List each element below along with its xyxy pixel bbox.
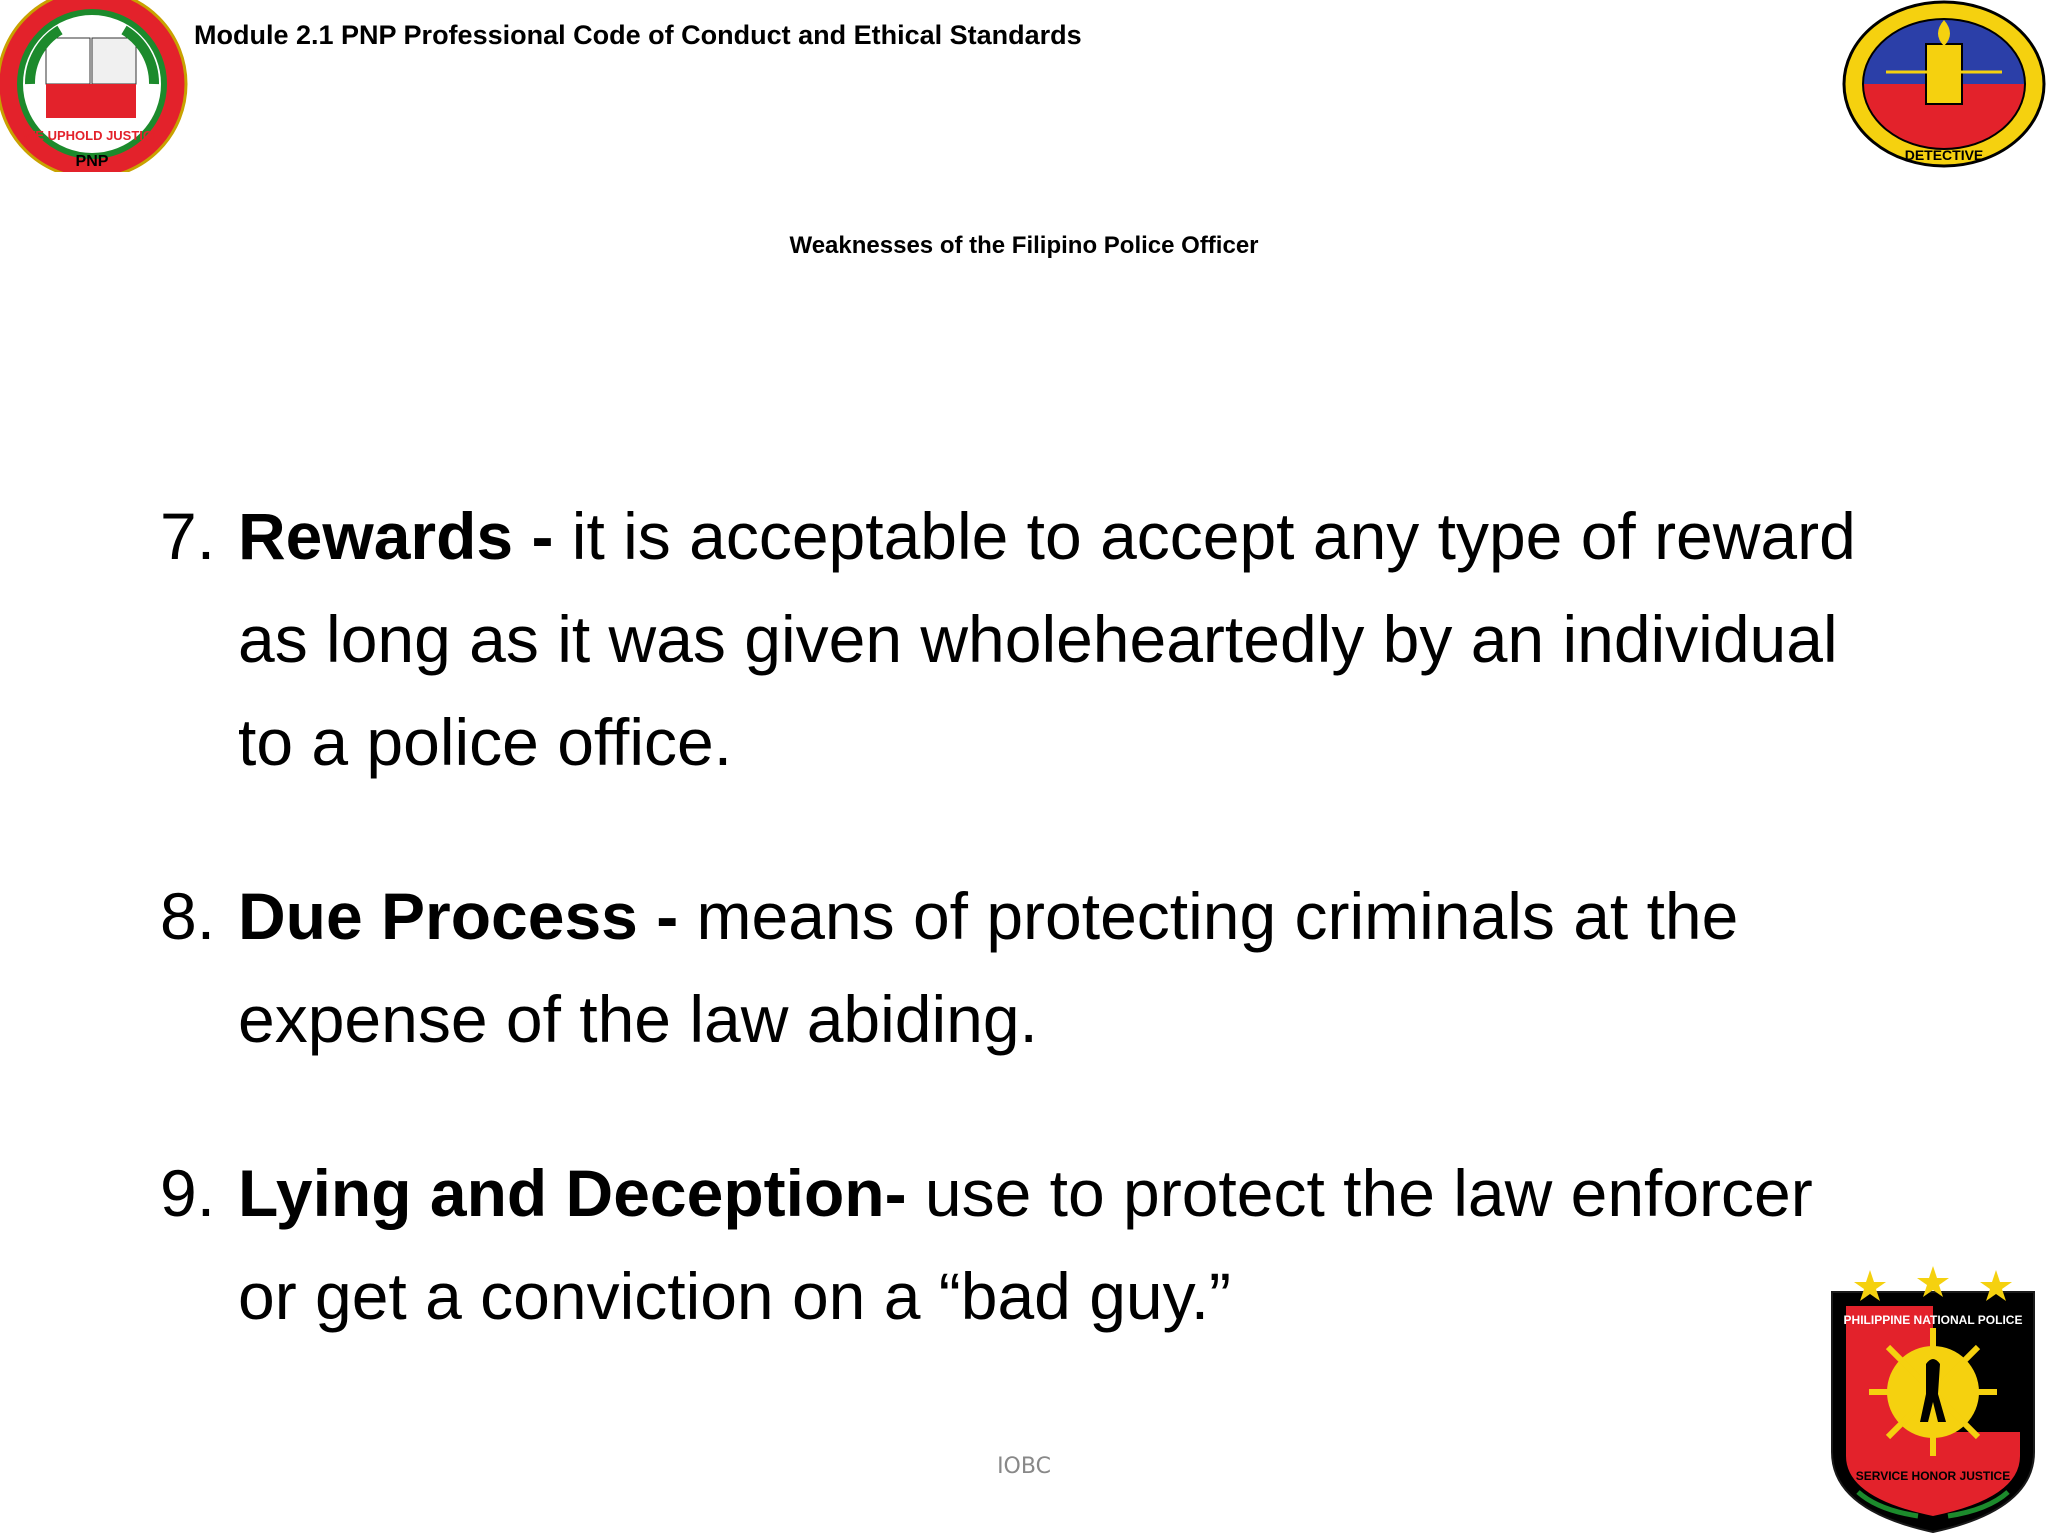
detective-seal-right-logo xyxy=(1836,0,2048,172)
bottom-seal-title: PHILIPPINE NATIONAL POLICE xyxy=(1843,1313,2023,1327)
right-seal-label: DETECTIVE xyxy=(1904,147,1984,163)
list-item xyxy=(160,1142,1880,1348)
slide-subtitle: Weaknesses of the Filipino Police Officer xyxy=(789,232,1259,259)
left-seal-motto: WE UPHOLD JUSTICE xyxy=(23,128,161,143)
item-number: 7. xyxy=(160,499,216,573)
item-text: use to protect the law enforcer or get a conviction on a “bad guy.” xyxy=(238,1156,1813,1333)
list-item xyxy=(160,865,1880,1071)
item-term: Due Process - xyxy=(238,879,679,953)
item-number: 8. xyxy=(160,879,216,953)
item-text: means of protecting criminals at the expense of the law abiding. xyxy=(238,879,1739,1056)
item-number: 9. xyxy=(160,1156,216,1230)
bottom-seal-motto: SERVICE HONOR JUSTICE xyxy=(1855,1469,2011,1483)
list-item xyxy=(160,485,1880,794)
item-body xyxy=(238,485,1880,794)
pnp-badge-logo xyxy=(1818,1252,2048,1536)
item-term: Rewards - xyxy=(238,499,554,573)
item-term: Lying and Deception- xyxy=(238,1156,907,1230)
item-body xyxy=(238,865,1880,1071)
item-body xyxy=(238,1142,1880,1348)
left-seal-label: PNP xyxy=(75,153,109,170)
footer-label: IOBC xyxy=(997,1454,1051,1479)
weakness-list xyxy=(160,485,1880,1419)
pnp-seal-left-logo xyxy=(0,0,190,172)
module-title: Module 2.1 PNP Professional Code of Conduct and Ethical Standards xyxy=(194,20,1082,50)
item-text: it is acceptable to accept any type of reward as long as it was given wholeheartedly by an individual to a police office. xyxy=(238,499,1856,779)
